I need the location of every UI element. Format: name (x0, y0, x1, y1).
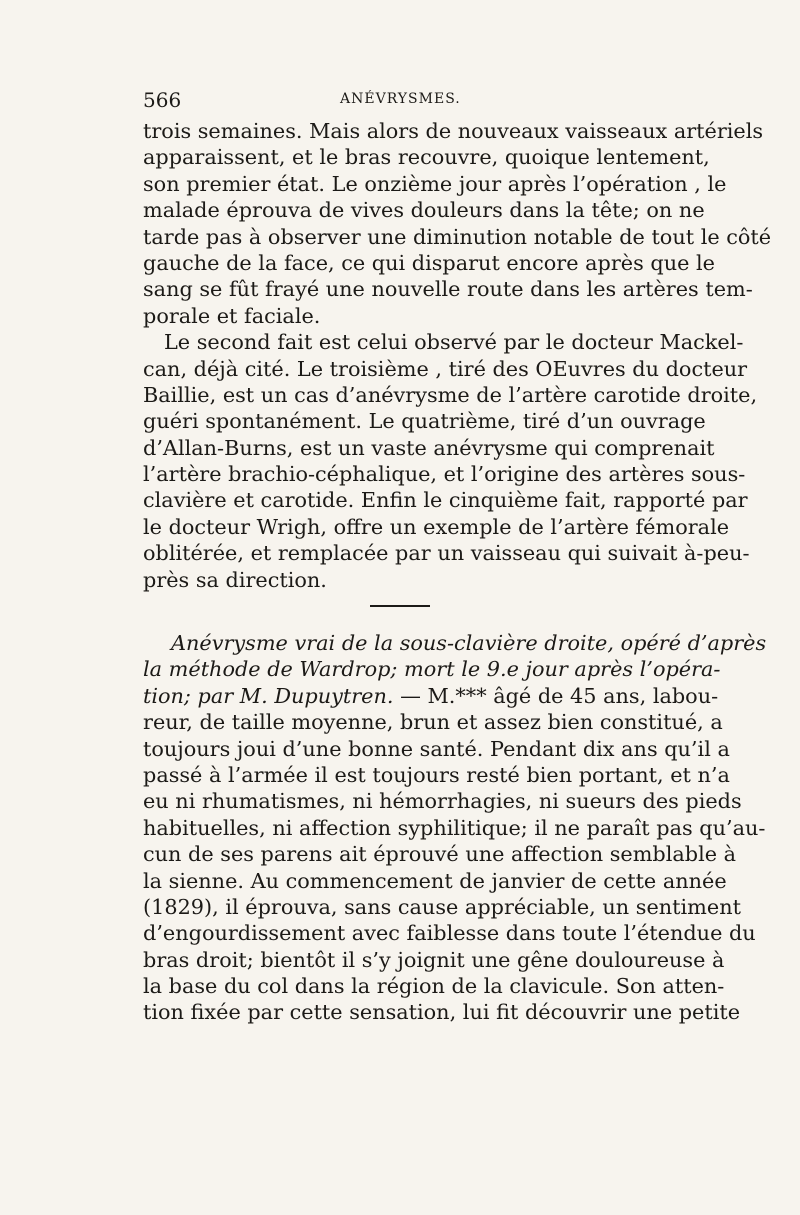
text-line: cun de ses parens ait éprouvé une affection semblable à (143, 842, 737, 867)
text-line: eu ni rhumatismes, ni hémorrhagies, ni sueurs des pieds (143, 789, 742, 814)
text-line: malade éprouva de vives douleurs dans la tête; on ne (143, 198, 705, 223)
text-line: trois semaines. Mais alors de nouveaux vaisseaux artériels (143, 119, 764, 143)
text-line: toujours joui d’une bonne santé. Pendant dix ans qu’il a (143, 736, 730, 761)
text-line: la base du col dans la région de la clavicule. Son atten- (143, 974, 725, 999)
body-text-top (143, 118, 772, 593)
text-line: habituelles, ni affection syphilitique; il ne paraît pas qu’au- (143, 815, 766, 840)
text-line: reur, de taille moyenne, brun et assez bien constitué, a (143, 710, 723, 735)
paragraph-continuation (143, 118, 772, 329)
section-divider (370, 605, 430, 607)
text-line: gauche de la face, ce qui disparut encore après que le (143, 250, 715, 275)
text-line: porale et faciale. (143, 303, 321, 328)
text-line: l’artère brachio-céphalique, et l’origine des artères sous- (143, 462, 746, 487)
running-title: ANÉVRYSMES. (340, 91, 461, 107)
text-line: son premier état. Le onzième jour après l’opération , le (143, 171, 727, 196)
text-line: sang se fût frayé une nouvelle route dans les artères tem- (143, 277, 753, 302)
text-line: apparaissent, et le bras recouvre, quoique lentement, (143, 145, 710, 170)
text-line: guéri spontanément. Le quatrième, tiré d’un ouvrage (143, 409, 706, 434)
text-line: la sienne. Au commencement de janvier de cette année (143, 868, 727, 893)
text-line: Baillie, est un cas d’anévrysme de l’artère carotide droite, (143, 382, 758, 407)
text-line: le docteur Wrigh, offre un exemple de l’artère fémorale (143, 514, 730, 539)
observation-heading: Anévrysme vrai de la sous-clavière droite, opéré d’après (171, 631, 767, 655)
paragraph-cases (143, 329, 758, 593)
text-line: oblitérée, et remplacée par un vaisseau qui suivait à-peu- (143, 541, 750, 566)
text-line: passé à l’armée il est toujours resté bien portant, et n’a (143, 762, 730, 787)
observation-heading-line (143, 683, 719, 709)
text-line: can, déjà cité. Le troisième , tiré des OEuvres du docteur (143, 356, 748, 381)
text-line: d’engourdissement avec faiblesse dans toute l’étendue du (143, 921, 756, 946)
text-line: Le second fait est celui observé par le docteur Mackel- (164, 330, 744, 355)
text-line: bras droit; bientôt il s’y joignit une gêne douloureuse à (143, 947, 725, 972)
page-number: 566 (143, 88, 182, 112)
observation-text: — M.*** âgé de 45 ans, labou- (393, 683, 719, 708)
text-line: d’Allan-Burns, est un vaste anévrysme qui comprenait (143, 435, 715, 460)
observation-section (143, 630, 767, 1026)
text-line: (1829), il éprouva, sans cause appréciable, un sentiment (143, 894, 741, 919)
observation-author: tion; par M. Dupuytren. (143, 683, 394, 708)
text-line: près sa direction. (143, 567, 327, 592)
text-line: tion fixée par cette sensation, lui fit découvrir une petite (143, 1000, 741, 1025)
observation-heading: la méthode de Wardrop; mort le 9.e jour après l’opéra- (143, 657, 721, 682)
text-line: clavière et carotide. Enfin le cinquième fait, rapporté par (143, 488, 748, 513)
text-line: tarde pas à observer une diminution notable de tout le côté (143, 224, 772, 249)
